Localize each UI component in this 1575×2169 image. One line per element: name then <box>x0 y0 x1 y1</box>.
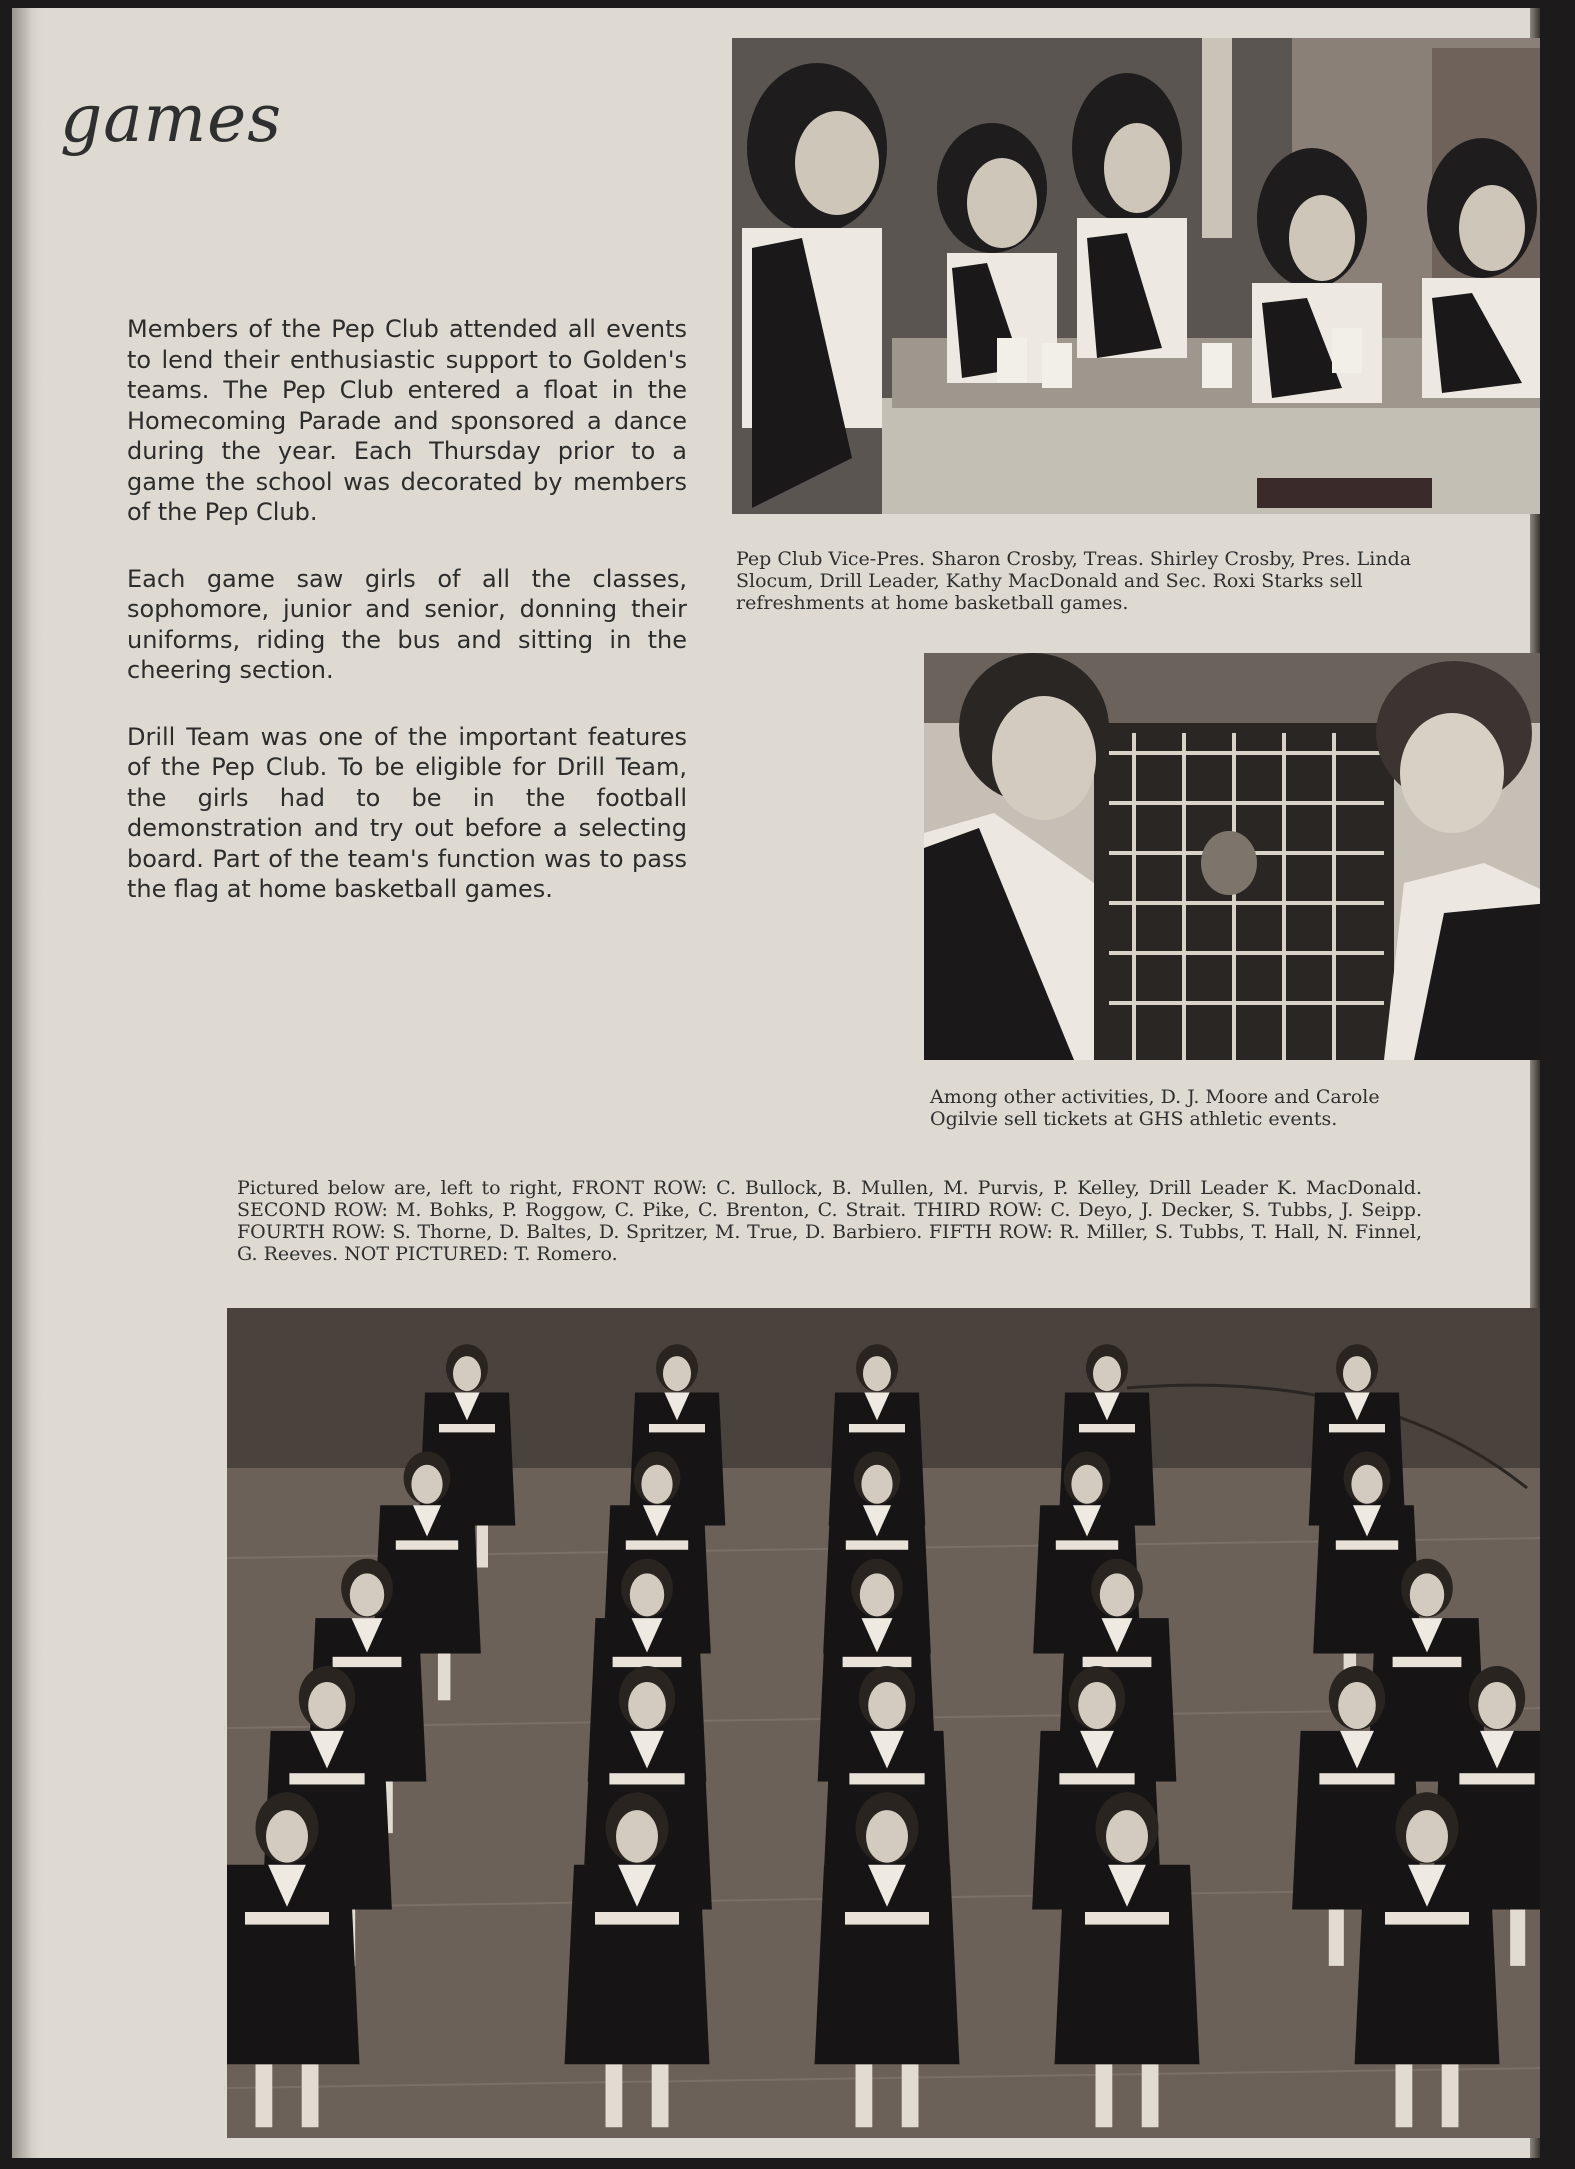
section-heading: games <box>60 80 283 157</box>
photo-drill-team <box>227 1308 1540 2138</box>
caption-tickets: Among other activities, D. J. Moore and Carole Ogilvie sell tickets at GHS athletic events. <box>930 1086 1380 1130</box>
paragraph-games: Each game saw girls of all the classes, sophomore, junior and senior, donning their uniforms, riding the bus and sitting in the cheering section. <box>127 564 687 684</box>
page-spine-shadow <box>12 8 42 2158</box>
article-body <box>127 314 687 941</box>
photo-tickets <box>924 653 1540 1060</box>
caption-refreshments: Pep Club Vice-Pres. Sharon Crosby, Treas. Shirley Crosby, Pres. Linda Slocum, Drill Leader, Kathy MacDonald and Sec. Roxi Starks sell refreshments at home basketball games. <box>736 548 1412 614</box>
yearbook-page <box>12 8 1540 2158</box>
caption-drill-team: Pictured below are, left to right, FRONT ROW: C. Bullock, B. Mullen, M. Purvis, P. Kelley, Drill Leader K. MacDonald. SECOND ROW: M. Bohks, P. Roggow, C. Pike, C. Brenton, C. Strait. THIRD ROW: C. Deyo, J. Decker, S. Tubbs, J. Seipp. FOURTH ROW: S. Thorne, D. Baltes, D. Spritzer, M. True, D. Barbiero. FIFTH ROW: R. Miller, S. Tubbs, T. Hall, N. Finnel, G. Reeves. NOT PICTURED: T. Romero. <box>237 1177 1422 1265</box>
paragraph-drill-team: Drill Team was one of the important features of the Pep Club. To be eligible for Drill Team, the girls had to be in the football demonstration and try out before a selecting board. Part of the team's function was to pass the flag at home basketball games. <box>127 722 687 903</box>
photo-refreshments <box>732 38 1540 514</box>
paragraph-pep-club: Members of the Pep Club attended all events to lend their enthusiastic support to Golden's teams. The Pep Club entered a float in the Homecoming Parade and sponsored a dance during the year. Each Thursday prior to a game the school was decorated by members of the Pep Club. <box>127 315 687 526</box>
